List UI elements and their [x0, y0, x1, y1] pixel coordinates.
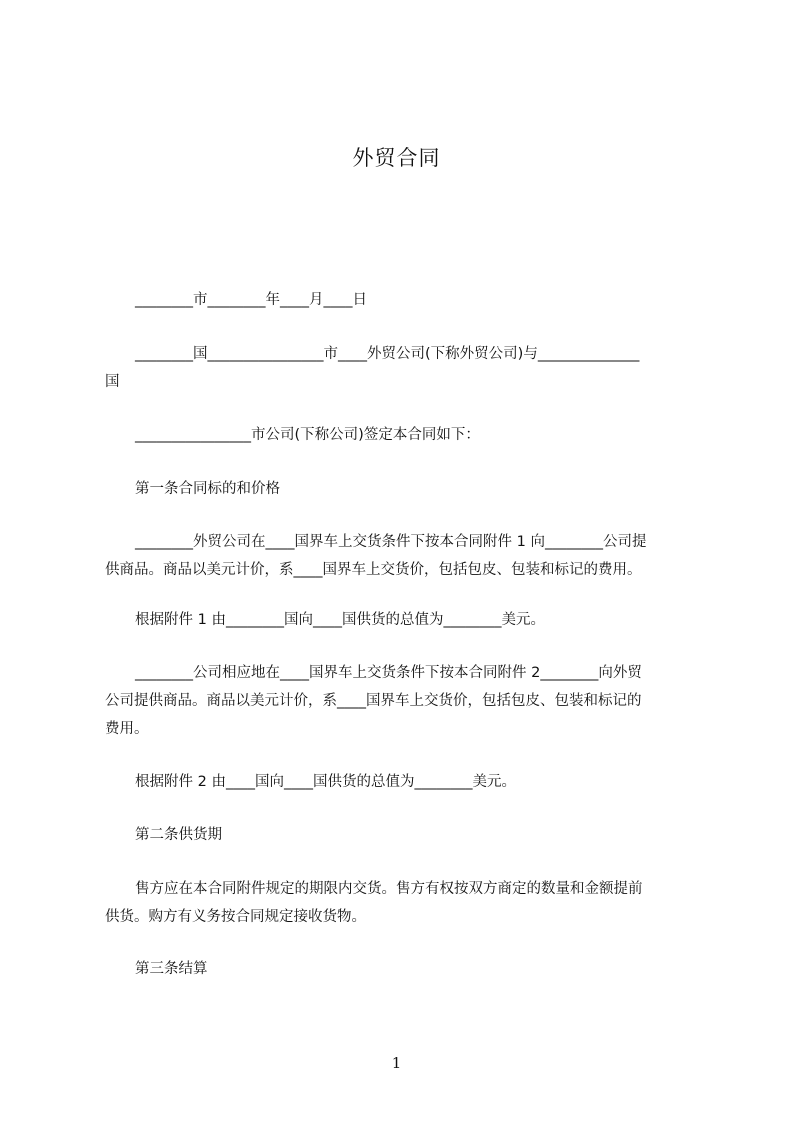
date-place-line: ________市________年____月____日: [135, 292, 367, 308]
article-1-para-4: 根据附件 2 由____国向____国供货的总值为________美元。: [135, 774, 516, 790]
article-2-heading: 第二条供货期: [135, 827, 222, 843]
parties-line-2: 国: [105, 374, 120, 390]
article-2-para-line-1: 售方应在本合同附件规定的期限内交货。售方有权按双方商定的数量和金额提前: [135, 881, 643, 897]
parties-line-3: ________________市公司(下称公司)签定本合同如下：: [135, 427, 480, 443]
article-1-para-1-line-2: 供商品。商品以美元计价，系____国界车上交货价，包括包皮、包装和标记的费用。: [105, 562, 642, 578]
page-number: 1: [391, 1054, 402, 1072]
article-1-para-1-line-1: ________外贸公司在____国界车上交货条件下按本合同附件 1 向________公司提: [135, 534, 647, 550]
article-1-para-3-line-3: 费用。: [105, 721, 149, 737]
article-1-para-3-line-1: ________公司相应地在____国界车上交货条件下按本合同附件 2________向外贸: [135, 665, 642, 681]
document-title: 外贸合同: [352, 146, 441, 170]
parties-line-1: ________国________________市____外贸公司(下称外贸公司)与______________: [135, 346, 640, 362]
article-1-heading: 第一条合同标的和价格: [135, 481, 280, 497]
article-2-para-line-2: 供货。购方有义务按合同规定接收货物。: [105, 909, 366, 925]
article-1-para-2: 根据附件 1 由________国向____国供货的总值为________美元。: [135, 612, 545, 628]
article-3-heading: 第三条结算: [135, 961, 208, 977]
article-1-para-3-line-2: 公司提供商品。商品以美元计价，系____国界车上交货价，包括包皮、包装和标记的: [105, 693, 642, 709]
